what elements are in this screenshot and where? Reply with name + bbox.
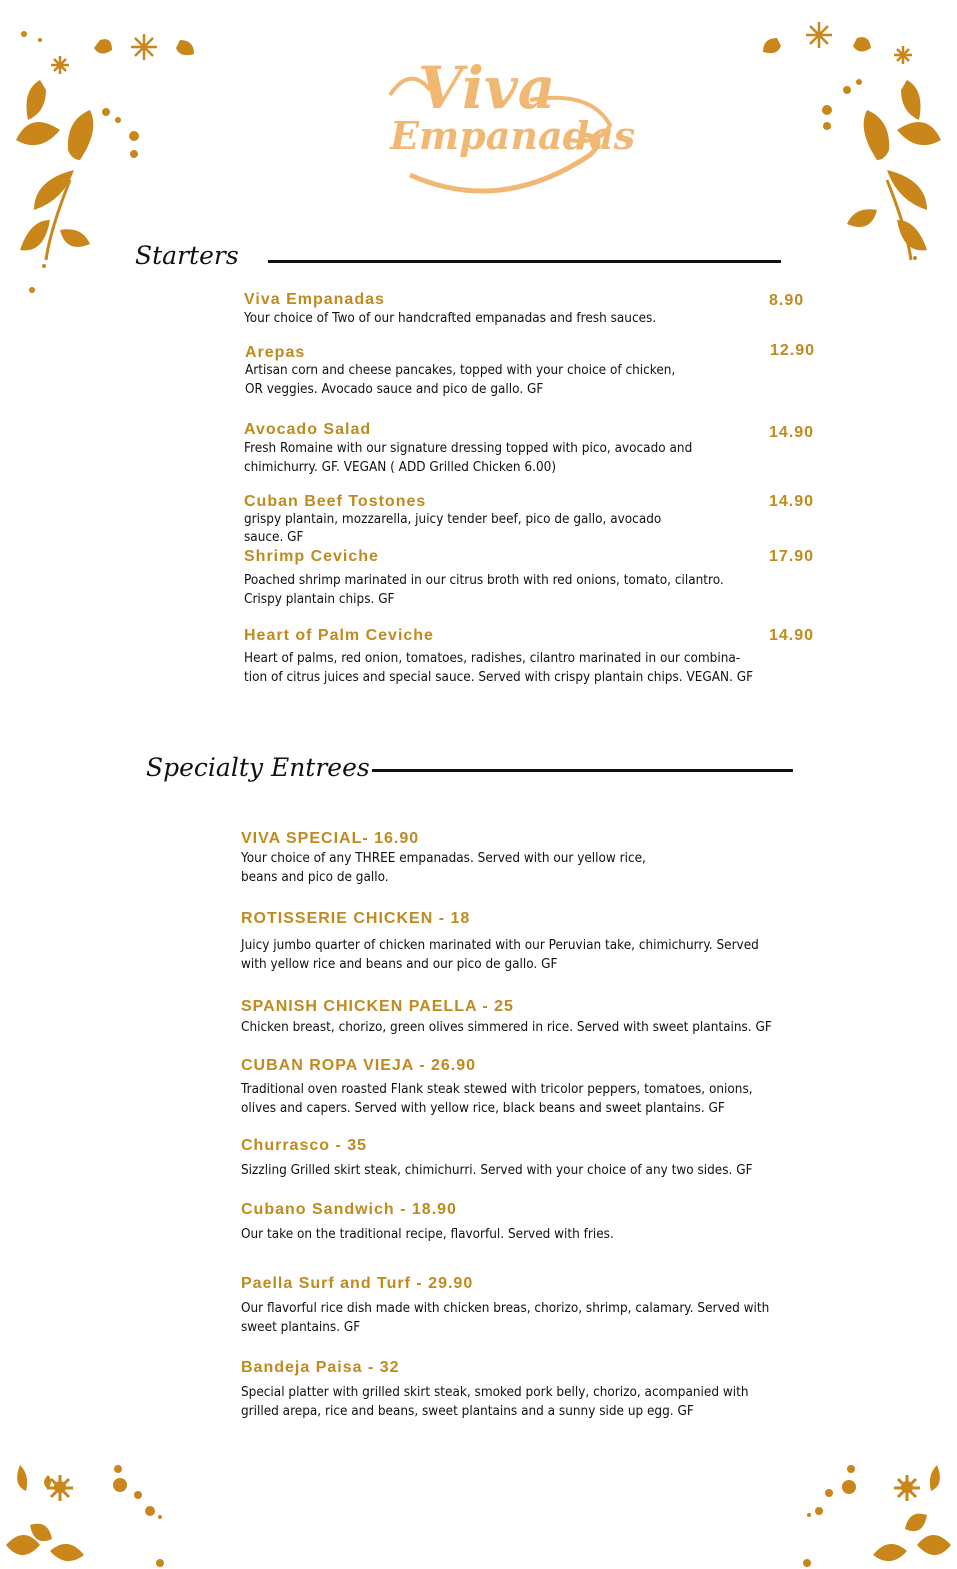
menu-item-description: Sizzling Grilled skirt steak, chimichurri. Served with your choice of any two sides. GF (241, 1163, 753, 1178)
floral-ornament-bottom-left (0, 1455, 220, 1569)
menu-item-description: Heart of palms, red onion, tomatoes, radishes, cilantro marinated in our combina- (244, 651, 741, 666)
menu-item-description: Your choice of any THREE empanadas. Served with our yellow rice, (241, 851, 646, 866)
menu-item-description: OR veggies. Avocado sauce and pico de gallo. GF (245, 382, 544, 397)
menu-item-name: SPANISH CHICKEN PAELLA - 25 (241, 998, 514, 1015)
section-title-starters: Starters (135, 241, 239, 270)
menu-item-name: Avocado Salad (244, 421, 372, 438)
menu-item-description: grispy plantain, mozzarella, juicy tender beef, pico de gallo, avocado (244, 512, 662, 527)
section-rule-specialty-entrees (372, 769, 793, 772)
logo-line-empanadas: Empanadas (390, 113, 636, 158)
menu-item-description: Artisan corn and cheese pancakes, topped with your choice of chicken, (245, 363, 676, 378)
menu-item-description: grilled arepa, rice and beans, sweet plantains and a sunny side up egg. GF (241, 1404, 694, 1419)
menu-item-description: Chicken breast, chorizo, green olives simmered in rice. Served with sweet plantains. GF (241, 1020, 772, 1035)
menu-item-name: Viva Empanadas (244, 291, 385, 308)
menu-item-name: Shrimp Ceviche (244, 548, 379, 565)
menu-item-price: 14.90 (769, 627, 815, 644)
menu-item-name: CUBAN ROPA VIEJA - 26.90 (241, 1057, 477, 1074)
menu-item-description: chimichurry. GF. VEGAN ( ADD Grilled Chicken 6.00) (244, 460, 557, 475)
menu-item-description: Fresh Romaine with our signature dressing topped with pico, avocado and (244, 441, 693, 456)
menu-item-description: Crispy plantain chips. GF (244, 592, 395, 607)
menu-item-price: 17.90 (769, 548, 815, 565)
menu-item-name: Paella Surf and Turf - 29.90 (241, 1275, 474, 1292)
menu-item-description: Your choice of Two of our handcrafted empanadas and fresh sauces. (244, 311, 657, 326)
menu-item-description: olives and capers. Served with yellow rice, black beans and sweet plantains. GF (241, 1101, 725, 1116)
menu-item-name: VIVA SPECIAL- 16.90 (241, 830, 420, 847)
menu-item-description: beans and pico de gallo. (241, 870, 389, 885)
menu-item-name: Cubano Sandwich - 18.90 (241, 1201, 457, 1218)
section-title-specialty-entrees: Specialty Entrees (146, 753, 370, 782)
menu-item-description: with yellow rice and beans and our pico de gallo. GF (241, 957, 558, 972)
menu-item-name: Churrasco - 35 (241, 1137, 368, 1154)
menu-item-price: 14.90 (769, 424, 815, 441)
menu-item-description: Our flavorful rice dish made with chicken breas, chorizo, shrimp, calamary. Served with (241, 1301, 770, 1316)
floral-ornament-bottom-right (757, 1455, 957, 1569)
menu-item-name: Heart of Palm Ceviche (244, 627, 434, 644)
floral-ornament-top-right (747, 20, 957, 270)
brand-logo (380, 54, 636, 205)
logo-line-viva: Viva (418, 54, 556, 122)
menu-item-description: Traditional oven roasted Flank steak stewed with tricolor peppers, tomatoes, onions, (241, 1082, 753, 1097)
menu-item-description: tion of citrus juices and special sauce. Served with crispy plantain chips. VEGAN. GF (244, 670, 754, 685)
menu-item-price: 8.90 (769, 292, 805, 309)
menu-item-description: sauce. GF (244, 530, 304, 545)
menu-item-name: Cuban Beef Tostones (244, 493, 427, 510)
menu-item-description: Special platter with grilled skirt steak, smoked pork belly, chorizo, acompanied with (241, 1385, 749, 1400)
menu-item-name: Arepas (245, 344, 306, 361)
menu-item-price: 12.90 (770, 342, 816, 359)
section-rule-starters (268, 260, 781, 263)
menu-item-name: ROTISSERIE CHICKEN - 18 (241, 910, 471, 927)
menu-item-description: Juicy jumbo quarter of chicken marinated with our Peruvian take, chimichurry. Served (241, 938, 759, 953)
menu-item-description: Poached shrimp marinated in our citrus broth with red onions, tomato, cilantro. (244, 573, 724, 588)
menu-item-price: 14.90 (769, 493, 815, 510)
menu-item-name: Bandeja Paisa - 32 (241, 1359, 400, 1376)
menu-item-description: sweet plantains. GF (241, 1320, 361, 1335)
menu-item-description: Our take on the traditional recipe, flavorful. Served with fries. (241, 1227, 614, 1242)
